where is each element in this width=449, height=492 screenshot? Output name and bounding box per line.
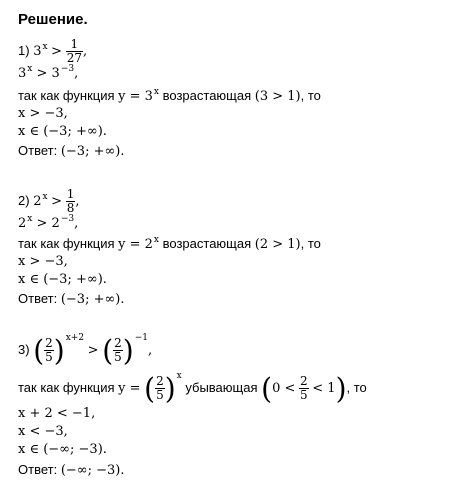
p2-fraction: $\frac{1}{8}$ (66, 187, 75, 215)
p3-cond-fraction: $\frac{2}{5}$ (300, 374, 308, 403)
p2-line-3: так как функция $y = 2^x$ возрастающая (2 > 1), то (18, 235, 321, 252)
p3-lhs-fraction: $\frac{2}{5}$ (45, 336, 53, 365)
p1-line-3: так как функция $y = 3^x$ возрастающая (3 > 1), то (18, 87, 321, 104)
p1-line-4: x > −3, (18, 106, 68, 121)
p3-line-1: 3) ( $\frac{2}{5}$ )$^{x+2}$ > ( $\frac{2}{5}$ )$^{-1}$, (18, 332, 153, 368)
p3-func-fraction: $\frac{2}{5}$ (156, 374, 164, 403)
p2-line-1: 2) 2$^x$ > $\frac{1}{8}$ , (18, 187, 80, 215)
p3-line-2: так как функция y = ( $\frac{2}{5}$ )$^x$ убывающая (0 < $\frac{2}{5}$ < 1), то (18, 370, 367, 406)
p3-number: 3) (18, 342, 30, 357)
p1-answer: Ответ: (−3; +∞). (18, 143, 125, 159)
p2-number: 2) (18, 192, 30, 208)
p1-line-5: x ∈ (−3; +∞). (18, 124, 107, 139)
p1-number: 1) (18, 42, 30, 58)
p3-line-3: x + 2 < −1, (18, 406, 96, 421)
p2-line-5: x ∈ (−3; +∞). (18, 272, 107, 287)
p1-fraction: $\frac{1}{27}$ (66, 37, 82, 65)
p3-line-4: x < −3, (18, 424, 68, 439)
p2-answer: Ответ: (−3; +∞). (18, 291, 125, 307)
p3-line-5: x ∈ (−∞; −3). (18, 442, 107, 457)
solution-title: Решение. (18, 11, 88, 28)
p2-line-2: $2^x > 2^{-3}$, (18, 214, 79, 231)
p1-line-2: $3^x > 3^{-3}$, (18, 64, 79, 81)
p1-line-1: 1) 3$^x$ > $\frac{1}{27}$ , (18, 37, 88, 65)
p3-answer: Ответ: (−∞; −3). (18, 462, 125, 478)
p2-line-4: x > −3, (18, 254, 68, 269)
p3-rhs-fraction: $\frac{2}{5}$ (114, 336, 122, 365)
